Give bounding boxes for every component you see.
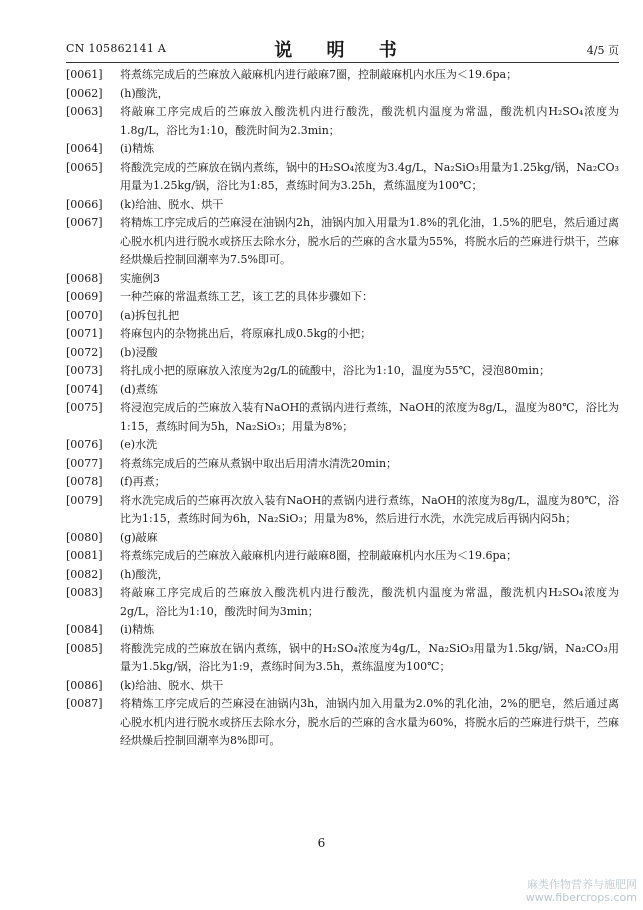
paragraph-number: [0062] — [66, 86, 103, 100]
paragraph — [66, 677, 619, 696]
paragraph-number: [0076] — [66, 438, 103, 451]
paragraph — [66, 381, 619, 400]
paragraph — [66, 325, 619, 344]
paragraph — [66, 307, 619, 326]
paragraph-number: [0067] — [66, 216, 103, 229]
paragraph-text: (h)酸洗， — [120, 86, 169, 100]
paragraph — [66, 436, 619, 455]
paragraph — [66, 621, 619, 640]
paragraph — [66, 344, 619, 363]
paragraph-number: [0075] — [66, 401, 103, 414]
page-indicator: 4/5 页 — [586, 44, 619, 57]
paragraph-number: [0087] — [66, 697, 103, 710]
paragraph — [66, 103, 619, 140]
paragraph-number: [0061] — [66, 68, 103, 81]
paragraph — [66, 695, 619, 751]
watermark-url: www.fibercrops.com — [525, 891, 637, 904]
watermark — [526, 878, 637, 904]
paragraph-number: [0081] — [66, 549, 103, 562]
paragraph-text: (a)拆包扎把 — [120, 308, 180, 322]
paragraph-number: [0082] — [66, 567, 103, 581]
paragraph — [66, 473, 619, 492]
header-divider — [66, 62, 619, 63]
paragraph-text: 实施例3 — [120, 271, 160, 285]
page-header — [66, 36, 619, 60]
paragraph — [66, 270, 619, 289]
patent-number: CN 105862141 A — [66, 42, 167, 55]
paragraph-text: (d)煮练 — [120, 382, 158, 396]
paragraph-number: [0071] — [66, 327, 103, 340]
paragraph-number: [0064] — [66, 142, 103, 155]
paragraph-text: 将水洗完成后的苎麻再次放入装有NaOH的煮锅内进行煮练，NaOH的浓度为8g/L，温度为80℃，浴比为1:15，煮练时间为6h，Na₂SiO₃；用量为8%，然后进行水洗，水洗完成后再锅内闷5h； — [120, 493, 619, 525]
paragraph-number: [0073] — [66, 364, 103, 377]
paragraph-number: [0079] — [66, 493, 103, 507]
paragraph-text: 将煮练完成后的苎麻放入敲麻机内进行敲麻8圈，控制敲麻机内水压为＜19.6pa； — [120, 549, 518, 562]
paragraph-text: 将酸洗完成的苎麻放在锅内煮练，锅中的H₂SO₄浓度为3.4g/L，Na₂SiO₃用量为1.25kg/锅，Na₂CO₃用量为1.25kg/锅，浴比为1:85，煮练时间为3.25h，煮练温度为100℃； — [120, 160, 619, 192]
paragraph-text: 将精炼工序完成后的苎麻浸在油锅内3h，油锅内加入用量为2.0%的乳化油，2%的肥皂，然后通过离心脱水机内进行脱水或挤压去除水分，脱水后的苎麻的含水量为60%，将脱水后的苎麻进行烘干，苎麻经烘燥后控制回潮率为8%即可。 — [120, 697, 619, 747]
paragraph — [66, 66, 619, 85]
paragraph-text: 将精炼工序完成后的苎麻浸在油锅内2h，油锅内加入用量为1.8%的乳化油，1.5%的肥皂，然后通过离心脱水机内进行脱水或挤压去除水分，脱水后的苎麻的含水量为55%，将脱水后的苎麻进行烘干，苎麻经烘燥后控制回潮率为7.5%即可。 — [120, 216, 619, 266]
paragraph — [66, 85, 619, 104]
paragraph-number: [0085] — [66, 641, 103, 655]
paragraph-text: (i)精炼 — [120, 623, 155, 636]
paragraph-text: (g)敲麻 — [120, 530, 158, 544]
page-number: 6 — [317, 836, 326, 850]
paragraph — [66, 529, 619, 548]
paragraph-text: (k)给油、脱水、烘干 — [120, 197, 224, 211]
paragraph-number: [0084] — [66, 623, 103, 636]
paragraph-number: [0083] — [66, 586, 103, 599]
paragraph-text: 将煮练完成后的苎麻从煮锅中取出后用清水清洗20min； — [120, 456, 398, 470]
paragraph-text: 将敲麻工序完成后的苎麻放入酸洗机内进行酸洗，酸洗机内温度为常温，酸洗机内H₂SO₄浓度为1.8g/L，浴比为1:10，酸洗时间为2.3min； — [120, 105, 619, 137]
paragraph — [66, 547, 619, 566]
paragraph — [66, 584, 619, 621]
paragraph-text: 将扎成小把的原麻放入浓度为2g/L的硫酸中，浴比为1:10，温度为55℃，浸泡80min； — [120, 364, 551, 377]
paragraph-number: [0077] — [66, 456, 103, 470]
paragraph — [66, 399, 619, 436]
paragraph — [66, 640, 619, 677]
paragraph-number: [0063] — [66, 105, 103, 118]
paragraph — [66, 159, 619, 196]
paragraph-number: [0086] — [66, 678, 103, 692]
document-body — [66, 66, 619, 751]
paragraph-number: [0078] — [66, 475, 103, 488]
paragraph — [66, 196, 619, 215]
paragraph — [66, 492, 619, 529]
paragraph-text: (h)酸洗， — [120, 567, 169, 581]
paragraph-text: (i)精炼 — [120, 142, 155, 155]
watermark-site-name: 麻类作物营养与施肥网 — [527, 878, 637, 891]
paragraph-number: [0070] — [66, 308, 103, 322]
paragraph-text: 将煮练完成后的苎麻放入敲麻机内进行敲麻7圈，控制敲麻机内水压为＜19.6pa； — [120, 68, 518, 81]
paragraph — [66, 288, 619, 307]
paragraph-text: 将敲麻工序完成后的苎麻放入酸洗机内进行酸洗，酸洗机内温度为常温，酸洗机内H₂SO₄浓度为2g/L，浴比为1:10，酸洗时间为3min； — [120, 586, 619, 618]
paragraph — [66, 455, 619, 474]
paragraph-number: [0072] — [66, 345, 103, 359]
paragraph-number: [0066] — [66, 197, 103, 211]
paragraph-text: (e)水洗 — [120, 438, 158, 451]
paragraph-number: [0069] — [66, 290, 103, 303]
paragraph-text: 将浸泡完成后的苎麻放入装有NaOH的煮锅内进行煮练，NaOH的浓度为8g/L，温度为80℃，浴比为1:15，煮练时间为5h，Na₂SiO₃；用量为8%； — [120, 401, 619, 433]
paragraph — [66, 214, 619, 270]
paragraph — [66, 140, 619, 159]
document-title: 说 明 书 — [274, 40, 411, 61]
paragraph — [66, 362, 619, 381]
paragraph-text: 一种苎麻的常温煮练工艺，该工艺的具体步骤如下： — [120, 290, 373, 303]
paragraph-number: [0068] — [66, 271, 103, 285]
paragraph-text: (k)给油、脱水、烘干 — [120, 678, 224, 692]
paragraph-text: 将酸洗完成的苎麻放在锅内煮练，锅中的H₂SO₄浓度为4g/L，Na₂SiO₃用量为1.5kg/锅，Na₂CO₃用量为1.5kg/锅，浴比为1:9，煮练时间为3.5h，煮练温度为100℃； — [120, 641, 619, 673]
paragraph — [66, 566, 619, 585]
paragraph-number: [0065] — [66, 160, 103, 174]
paragraph-number: [0074] — [66, 382, 103, 396]
paragraph-text: (b)浸酸 — [120, 345, 158, 359]
paragraph-text: 将麻包内的杂物挑出后，将原麻扎成0.5kg的小把； — [120, 327, 372, 340]
paragraph-text: (f)再煮； — [120, 475, 166, 488]
paragraph-number: [0080] — [66, 530, 103, 544]
